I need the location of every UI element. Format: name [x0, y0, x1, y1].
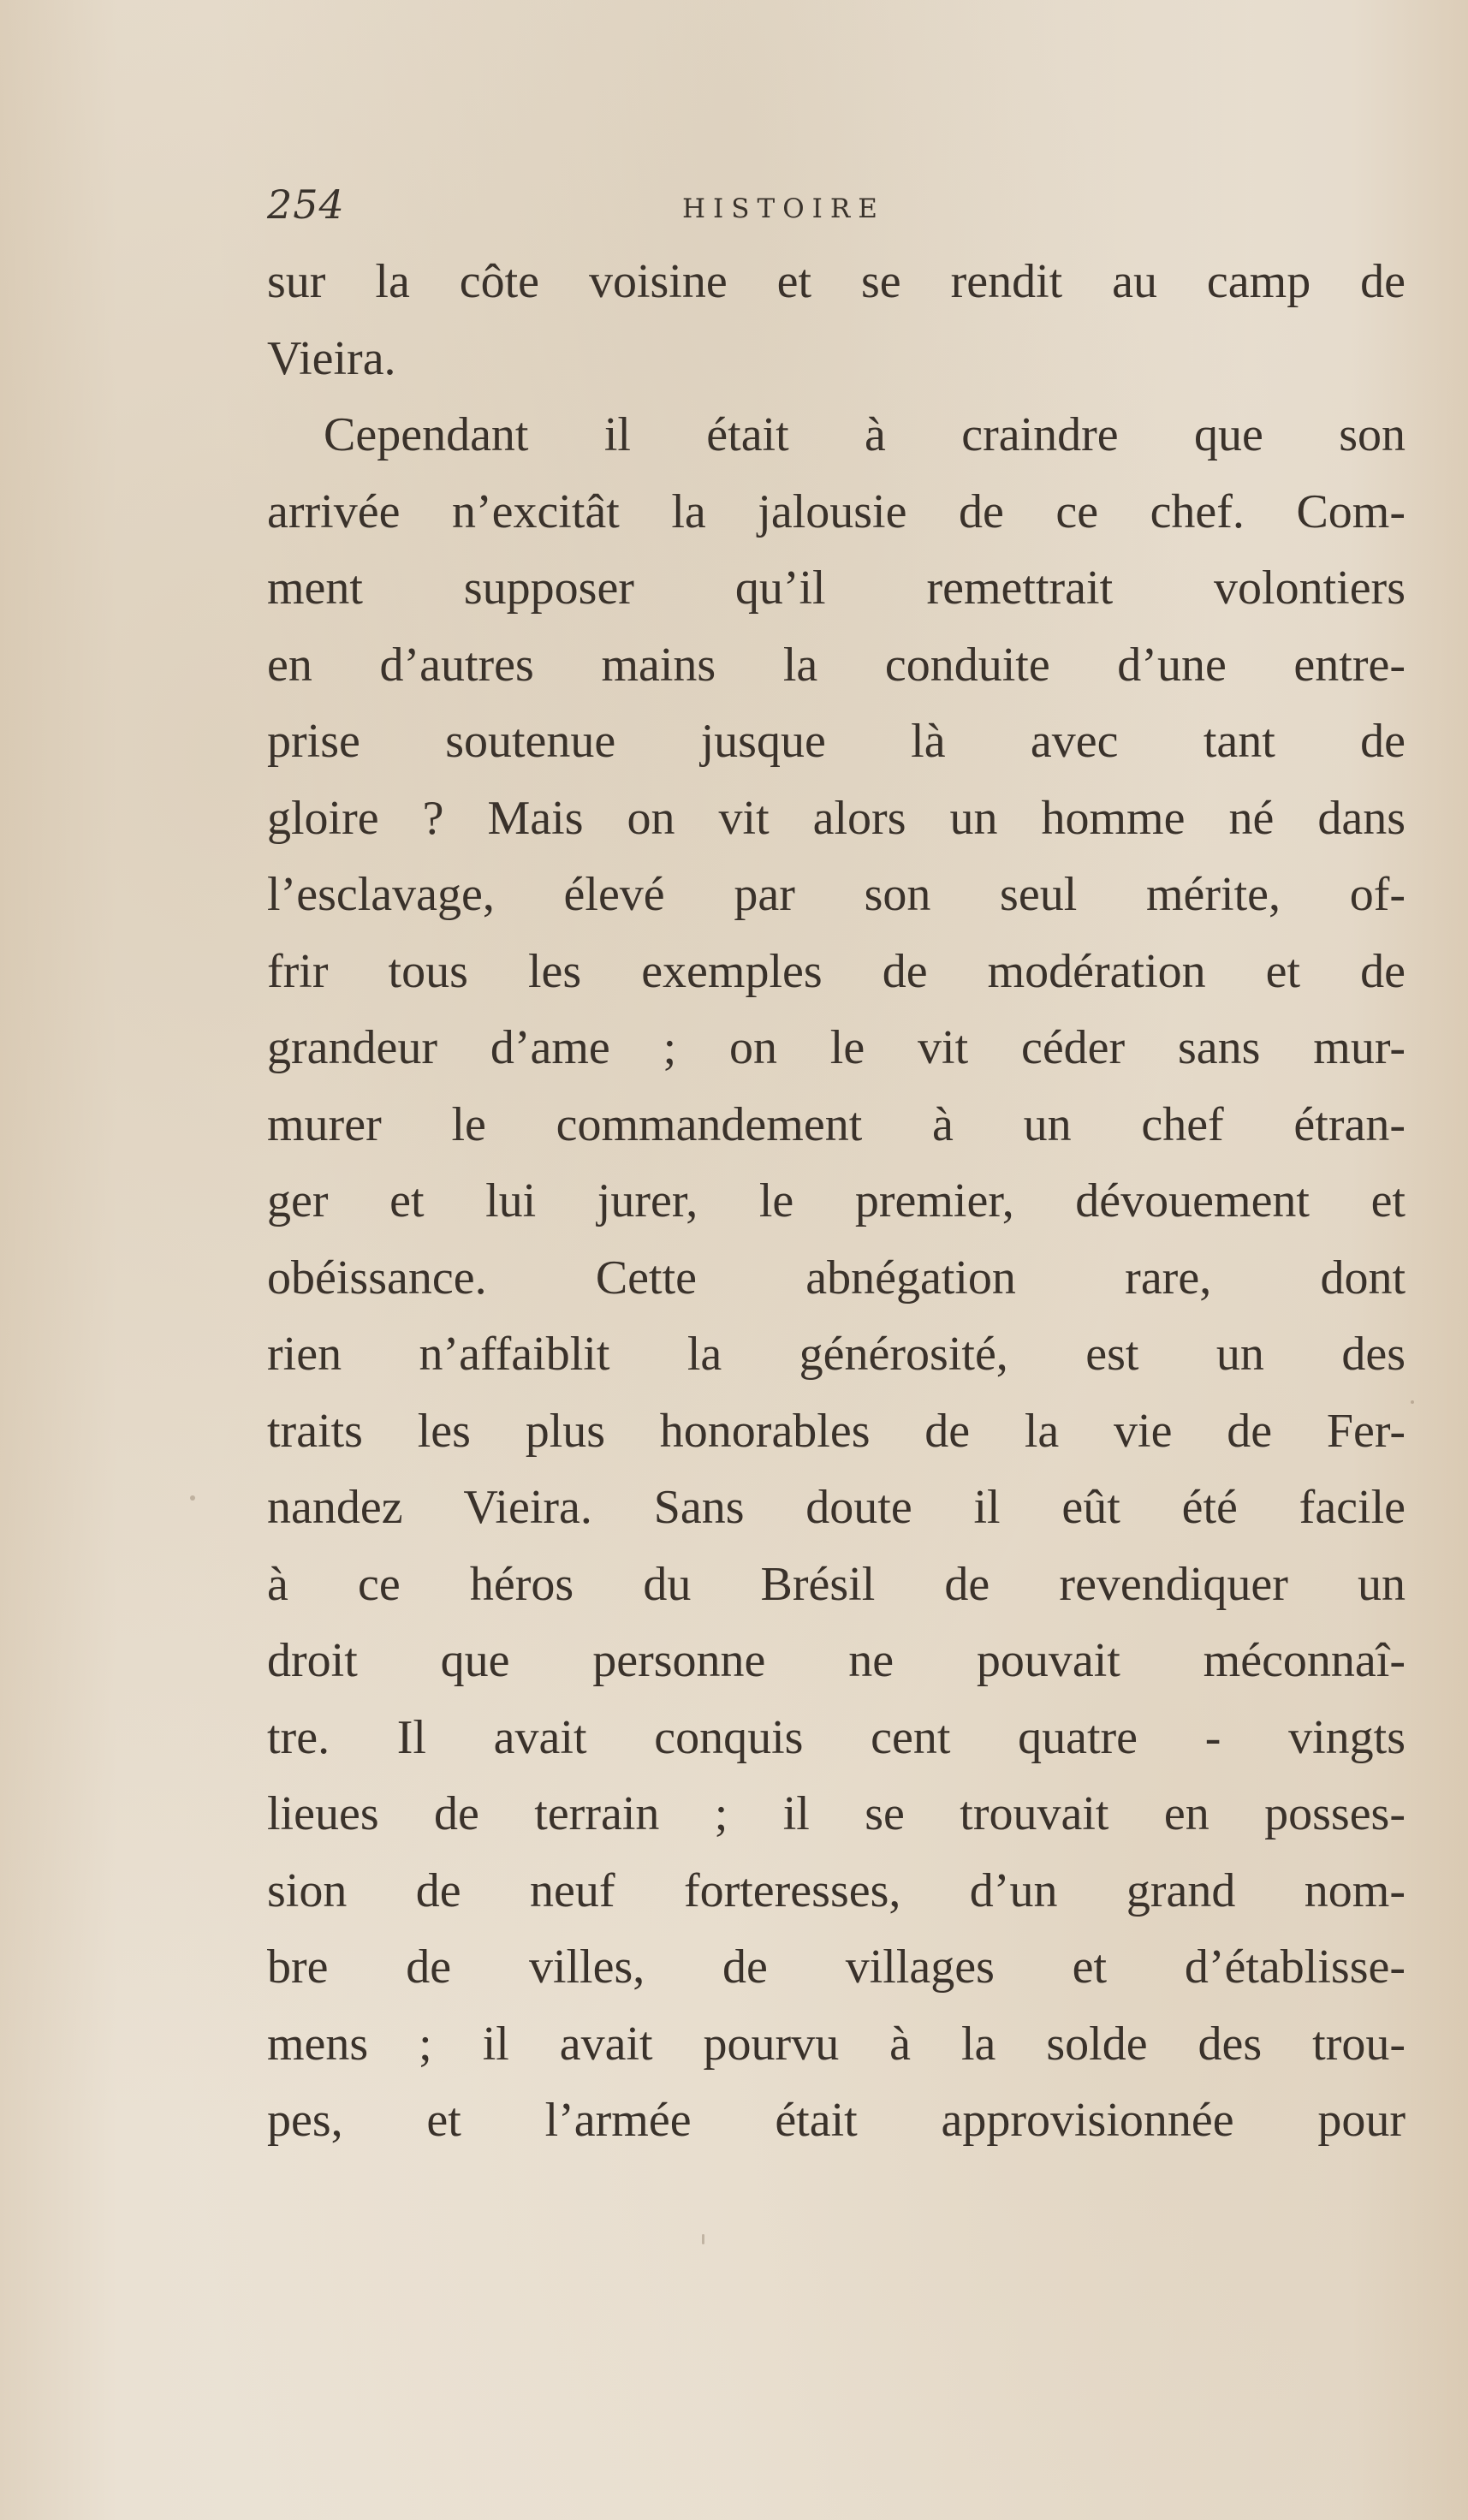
text-line: gloire ? Mais on vit alors un homme né dans	[267, 791, 1406, 845]
page-header	[267, 181, 1397, 233]
paper-speck	[1411, 1400, 1414, 1404]
text-line: mens ; il avait pourvu à la solde des trou-	[267, 2017, 1406, 2071]
text-line: droit que personne ne pouvait méconnaî-	[267, 1634, 1406, 1687]
text-line: obéissance. Cette abnégation rare, dont	[267, 1251, 1406, 1305]
text-line: Cependant il était à craindre que son	[324, 408, 1406, 461]
text-line: à ce héros du Brésil de revendiquer un	[267, 1557, 1406, 1611]
text-line: prise soutenue jusque là avec tant de	[267, 715, 1406, 768]
text-line: tre. Il avait conquis cent quatre - vingts	[267, 1710, 1406, 1764]
text-line: pes, et l’armée était approvisionnée pour	[267, 2094, 1406, 2147]
text-line: ger et lui jurer, le premier, dévouement et	[267, 1174, 1406, 1227]
text-line: Vieira.	[267, 331, 396, 385]
paper-speck	[702, 2234, 704, 2244]
running-head: HISTOIRE	[682, 193, 885, 224]
text-line: murer le commandement à un chef étran-	[267, 1097, 1406, 1151]
text-line: frir tous les exemples de modération et de	[267, 944, 1406, 998]
text-line: traits les plus honorables de la vie de Fer-	[267, 1404, 1406, 1458]
text-line: en d’autres mains la conduite d’une entre-	[267, 638, 1406, 692]
text-line: bre de villes, de villages et d’établisse-	[267, 1941, 1406, 1994]
text-line: rien n’affaiblit la générosité, est un des	[267, 1328, 1406, 1381]
body-text	[267, 244, 1406, 2160]
text-line: ment supposer qu’il remettrait volontiers	[267, 562, 1406, 615]
text-line: l’esclavage, élevé par son seul mérite, of-	[267, 868, 1406, 921]
text-line: lieues de terrain ; il se trouvait en posses-	[267, 1787, 1406, 1840]
text-line: arrivée n’excitât la jalousie de ce chef. Com-	[267, 484, 1406, 538]
paper-speck	[190, 1495, 195, 1501]
text-line: sion de neuf forteresses, d’un grand nom-	[267, 1863, 1406, 1917]
text-line: nandez Vieira. Sans doute il eût été facile	[267, 1481, 1406, 1534]
text-line: grandeur d’ame ; on le vit céder sans mur-	[267, 1021, 1406, 1074]
page-number: 254	[267, 181, 345, 228]
text-line: sur la côte voisine et se rendit au camp de	[267, 255, 1406, 308]
